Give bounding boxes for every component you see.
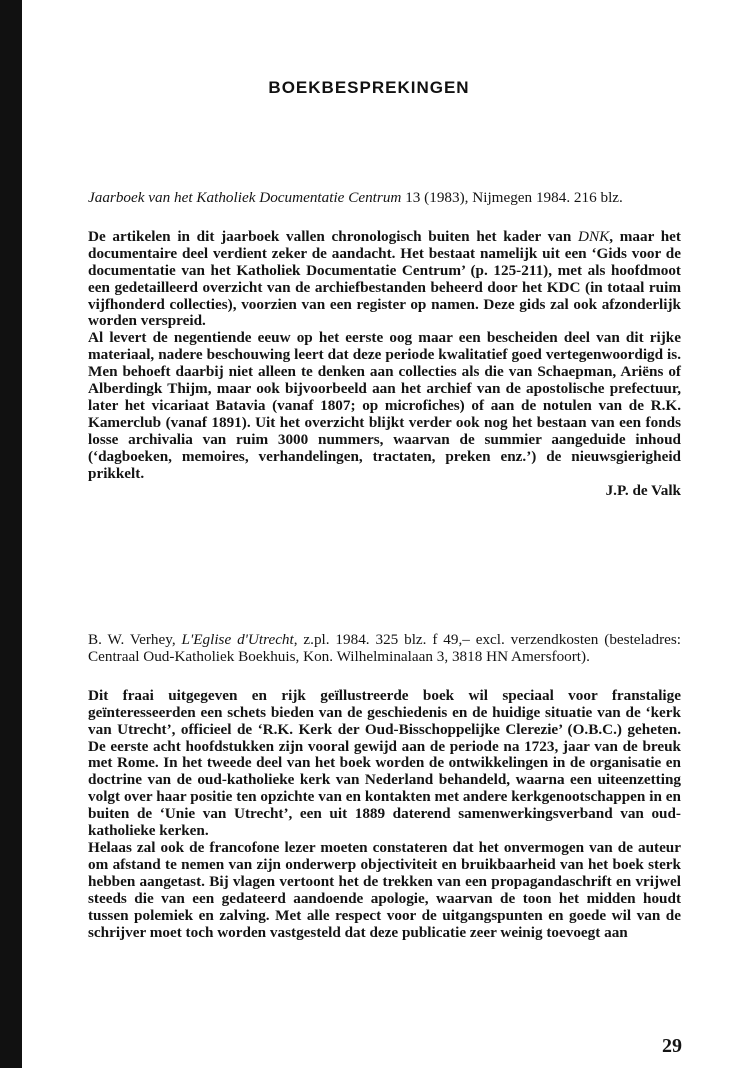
review-1-dnk: DNK [578, 227, 610, 245]
page-number: 29 [662, 1035, 682, 1057]
review-1-reference [88, 190, 681, 207]
review-1-book-title: Jaarboek van het Katholiek Documentatie Centrum [88, 189, 402, 206]
review-1-paragraph-2: Al levert de negentiende eeuw op het eerste oog maar een bescheiden deel van dit rijke materiaal, nadere beschouwing leert dat deze periode kwalitatief goed vertegenwoordigd is. Men behoeft daarbij niet alleen te denken aan collecties als die van Schaepman, Ariëns of Alberdingk Thijm, maar ook bijvoorbeeld aan het archief van de apostolische prefectuur, later het vicariaat Batavia (vanaf 1807; op microfiches) of aan de notulen van de R.K. Kamerclub (vanaf 1891). Uit het overzicht blijkt verder ook nog het bestaan van een fonds losse archivalia van ruim 3000 nummers, waarvan de summier aangeduide inhoud (‘dagboeken, memoires, verhandelingen, tractaten, preken enz.’) de nieuwsgierigheid prikkelt. [88, 329, 681, 482]
review-1-signature: J.P. de Valk [605, 481, 681, 499]
review-1-book-details: 13 (1983), Nijmegen 1984. 216 blz. [401, 189, 623, 206]
review-1-p1-end: , maar het documentaire deel verdient zeker de aandacht. Het bestaat namelijk uit een ‘Gids voor de documentatie van het Katholiek Documentatie Centrum’ (p. 125-211), met als hoofdmoot een gedetailleerd overzicht van de archiefbestanden beheerd door het KDC (in totaal ruim vijfhonderd collecties), voorzien van een register op namen. Deze gids zal ook afzonderlijk worden verspreid. [88, 227, 681, 330]
review-2-paragraph-2: Helaas zal ook de francofone lezer moeten constateren dat het onvermogen van de auteur om afstand te nemen van zijn onderwerp objectiviteit en bruikbaarheid van het boek sterk hebben aangetast. Bij vlagen vertoont het de trekken van een propagandaschrift en vrijwel steeds die van een gedateerd aandoende apologie, waarvan de toon het midden houdt tussen polemiek en zalving. Met alle respect voor de uitgangspunten en goede wil van de schrijver moet toch worden vastgesteld dat deze publicatie zeer weinig toevoegt aan [88, 838, 681, 941]
review-2-book-details: , z.pl. 1984. 325 blz. f 49,– excl. verzendkosten (besteladres: Centraal Oud-Katholiek Boekhuis, Kon. Wilhelminalaan 3, 3818 HN Amersfoort). [88, 631, 682, 665]
page-title: BOEKBESPREKINGEN [268, 78, 470, 97]
review-2-book-title: L'Eglise d'Utrecht [181, 631, 294, 648]
review-1-paragraph-1 [88, 229, 681, 330]
review-2-paragraph-1: Dit fraai uitgegeven en rijk geïllustreerde boek wil speciaal voor franstalige geïnteresseerden een schets bieden van de geschiedenis en de huidige situatie van de ‘kerk van Utrecht’, officieel de ‘R.K. Kerk der Oud-Bisschoppelijke Clerezie’ (O.B.C.) geheten. De eerste acht hoofdstukken zijn vooral gewijd aan de periode na 1723, jaar van de breuk met Rome. In het tweede deel van het boek worden de ontwikkelingen in de organisatie en doctrine van de oud-katholieke kerk van Nederland behandeld, waarna een uiteenzetting volgt over haar positie ten opzichte van en kontakten met andere kerkgenootschappen in en buiten de ‘Unie van Utrecht’, een uit 1889 daterend samenwerkingsverband van oud-katholieke kerken. [88, 686, 681, 840]
review-2 [88, 632, 681, 941]
scan-edge-bar [0, 0, 22, 1068]
review-1-p1-start: De artikelen in dit jaarboek vallen chronologisch buiten het kader van [88, 227, 578, 245]
review-2-reference [88, 632, 681, 666]
review-1 [88, 190, 681, 499]
review-2-author: B. W. Verhey, [88, 631, 182, 648]
